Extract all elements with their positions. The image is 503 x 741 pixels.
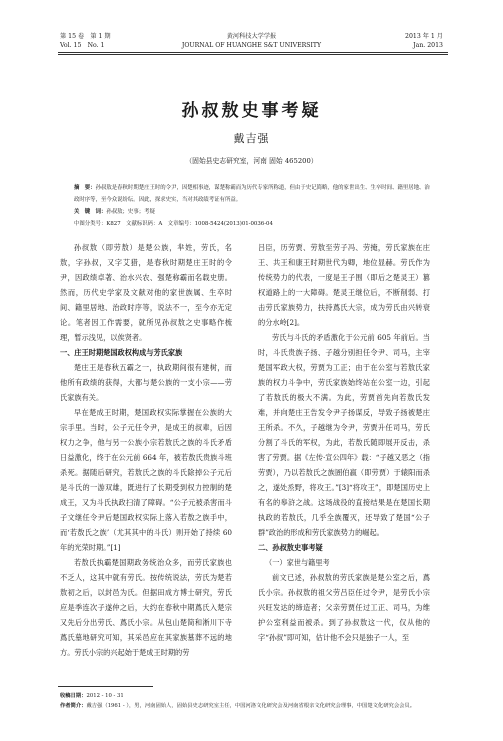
body-paragraph: 吕臣，历劳贾、劳敖至劳子冯、劳掩，劳氏家族在庄王、共王和康王时期世代为卿，地位显赫。劳氏作为传统势力的代表，一度是王子围（即后之楚灵王）篡权道路上的一大障碍。楚灵王继位后，不断削弱、打击劳氏家族势力，扶持蔿氏大宗，成为劳氏由兴转衰的分水岭[2]。 xyxy=(258,243,430,327)
author-bio-label: 作者简介： xyxy=(60,703,87,709)
footnote xyxy=(60,691,450,711)
journal-name-cn: 黄河科技大学学报 xyxy=(226,33,277,40)
body-paragraph: 若敖氏执霸楚国期政务统治众多，而劳氏家族也不乏人，这其中就有劳氏。按传统说法，劳氏为楚若敖初之后，以封邑为氏。但据田成方博士研究，劳氏应是季连次子遂仲之后，大约在春秋中期蔿氏入楚宗又先后分出劳氏、蔿氏小宗。从包山楚简和淅川下寺蔿氏墓地研究可知，其采邑应在其家族墓葬不远的地方。劳氏小宗的兴起始于楚成王时期的劳 xyxy=(60,558,232,657)
journal-name-en: JOURNAL OF HUANGHE S&T UNIVERSITY xyxy=(181,42,322,49)
body-paragraph: 楚庄王是春秋五霸之一，执政期间很有建树，而他所有政绩的获得，大都与楚公族的一支小宗——劳氏家族有关。 xyxy=(60,363,232,402)
body-paragraph: 孙叔敖（即劳敖）是楚公族，芈姓，劳氏，名敖，字孙叔，又字艾猎，是春秋时期楚庄王时的令尹，因政绩卓著、治水兴农、强楚称霸而名载史册。然而，历代史学家及文献对他的家世族属、生卒时间、籍里居地、治政时序等，说法不一，至今亦无定论。笔者因工作需要，就所见孙叔敖之史事略作梳理，暂示浅见，以俟贤者。 xyxy=(60,243,232,342)
keywords-label: 关 键 词： xyxy=(74,209,107,215)
journal-date xyxy=(405,32,443,50)
received-label: 收稿日期： xyxy=(60,693,87,699)
body-column-right xyxy=(258,240,430,645)
abstract-block xyxy=(74,182,434,230)
body-paragraph: 前文已述，孙叔敖的劳氏家族是楚公室之后，蔿氏小宗。孙叔敖的祖父劳吕臣任过令尹，是劳氏小宗兴旺发达的缔造者；父亲劳贾任过工正、司马，为维护公室利益而被杀。到了孙叔敖这一代，仅从他的字“孙叔”即可知，估计他不会只是独子一人，至 xyxy=(258,573,430,642)
author-affiliation: （固始县史志研究室，河南 固始 465200） xyxy=(185,157,318,165)
received-date xyxy=(60,691,450,701)
header-rule xyxy=(58,52,448,53)
date-cn: 2013 年 1 月 xyxy=(405,33,443,40)
header-rule-thin xyxy=(58,54,448,55)
body-paragraph: 早在楚成王时期，楚国政权实际掌握在公族的大宗手里。当时，公子元任令尹，是成王的叔辈，后因权力之争，他与另一公族小宗若敖氏之族的斗氏矛盾日益激化，终于在公元前 664 年，被若敖氏贵族斗班杀死。据随后研究，若敖氏之族的斗氏除掉公子元后是斗氏的一游双雄，既进行了长期受到权力控制的楚成王，又为斗氏执政扫清了障碍。“公子元被杀害而斗子文继任令尹后楚国政权实际上落入若敖之族手中，而‘若敖氏之族’（尤其其中的斗氏）则开始了持续 60 年的光荣时期。”[1] xyxy=(60,408,232,552)
body-paragraph: 劳氏与斗氏的矛盾激化于公元前 605 年前后。当时，斗氏贵族子扬、子越分别担任令尹、司马，主宰楚国军政大权，劳贾为工正；由于在公室与若敖氏家族的权力斗争中，劳氏家族始终站在公室一边，引起了若敖氏的极大不满。为此，劳贾首先向若敖氏发难，并向楚庄王告发令尹子扬谋反，导致子扬被楚庄王所杀。不久，子越继为令尹，劳贾升任司马，劳氏分割了斗氏的军权，为此，若敖氏随即展开反击，杀害了劳贾。据《左传·宣公四年》载：“子越又恶之（指劳贾），乃以若敖氏之族圄伯嬴（即劳贾）于辕阳而杀之，遂处烝野，将攻王。”[3]“将攻王”，即楚国历史上有名的皋浒之战。这场战役的直接结果是在楚国长期执政的若敖氏，几乎全族覆灭，还导致了楚国“公子群”政治的形成和劳氏家族势力的崛起。 xyxy=(258,333,430,537)
keywords-text: 孙叔敖；史事；考疑 xyxy=(106,209,155,215)
author-name: 戴吉强 xyxy=(233,132,270,145)
volume-cn: 第 15 卷 第 1 期 xyxy=(60,33,111,40)
article-title: 孙叔敖史事考疑 xyxy=(181,101,322,121)
date-en: Jan. 2013 xyxy=(413,42,443,49)
section-heading: （一）家世与籍里考 xyxy=(265,558,330,567)
abstract-text: 孙叔敖是春秋时期楚庄王时的令尹，因楚相事迹，谋楚称霸而为历代专家所称道，但由于史记简略，他的家世出生、生卒时间、籍里居地、治政时序等，至今众说纷纭。因此，探求史实，当对其政绩考证有所益。 xyxy=(74,185,430,203)
abstract-label: 摘 要： xyxy=(74,185,96,191)
footnote-rule xyxy=(58,686,153,687)
author-bio xyxy=(60,701,450,711)
section-heading: 二、孙叔敖史事考疑 xyxy=(258,543,323,552)
volume-en: Vol. 15 No. 1 xyxy=(60,42,105,49)
body-column-left xyxy=(60,240,232,660)
author-bio-text: 戴吉强（1961 - ），男，河南固始人，固始县史志研究室主任，中国河洛文化研究会及河南省根亲文化研究会理事，中国楚文化研究会会员。 xyxy=(86,703,416,709)
section-heading: 一、庄王时期楚国政权构成与芳氏家族 xyxy=(60,348,183,357)
abstract xyxy=(74,182,434,206)
keywords xyxy=(74,206,434,218)
classification-line: 中图分类号：K827 文献标识码：A 文章编号：1008-5424(2013)01-0036-04 xyxy=(74,221,273,227)
received-value: 2012 - 10 - 31 xyxy=(86,693,124,699)
